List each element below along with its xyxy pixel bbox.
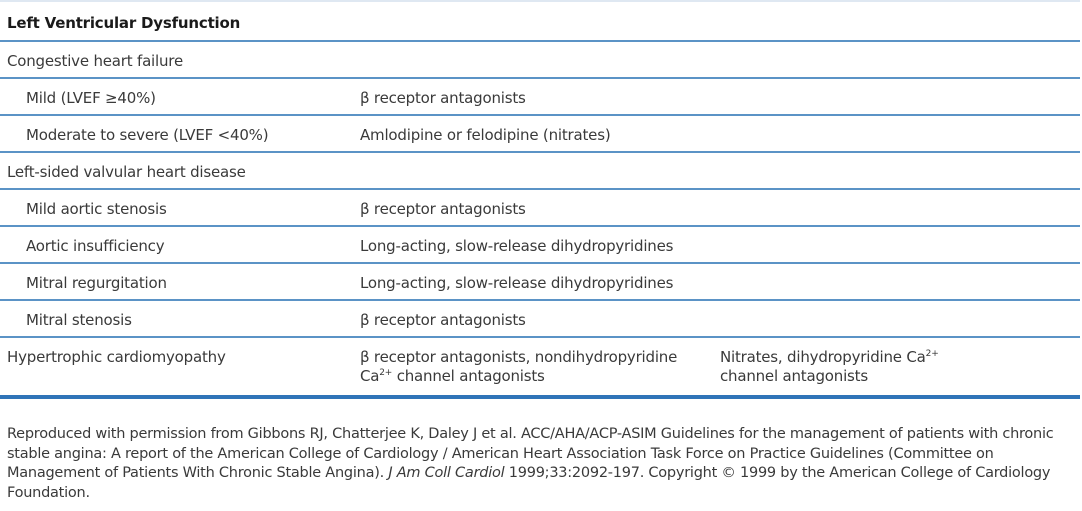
table-row [0, 189, 1080, 226]
therapy-sup: 2+ [379, 368, 393, 378]
therapy-line1: β receptor antagonists, nondihydropyridine [359, 348, 678, 366]
therapy-cell: β receptor antagonists [360, 189, 720, 226]
therapy-cell: Amlodipine or felodipine (nitrates) [360, 115, 720, 152]
table-row [0, 152, 1080, 189]
condition-cell: Mild (LVEF ≥40%) [0, 78, 360, 115]
table-heading: Left Ventricular Dysfunction [0, 2, 1080, 41]
footnote-text: Reproduced with permission from Gibbons RJ, Chatterjee K, Daley J et al. ACC/AHA/ACP-ASIM Guidelines for the management of patients with chronic stable angina: A report of the American College of Cardiology / American Heart Association Task Force on Practice Guidelines (Committee on Management of Patients With Chronic Stable Angina). [7, 426, 1054, 481]
table-row [0, 78, 1080, 115]
therapy-cell [360, 41, 720, 78]
therapy-cell [360, 337, 720, 397]
alt-line1: Nitrates, dihydropyridine Ca [719, 348, 926, 366]
alternative-cell [720, 300, 1080, 337]
therapy-line2: channel antagonists [392, 367, 545, 385]
table-row [0, 263, 1080, 300]
alternative-cell [720, 337, 1080, 397]
footnote [7, 425, 1077, 503]
condition-cell: Mild aortic stenosis [0, 189, 360, 226]
alt-line2: channel antagonists [719, 367, 868, 385]
alt-sup: 2+ [925, 349, 939, 359]
footnote-citation: 1999;33:2092-197. Copyright © 1999 by the American College of Cardiology Foundation. [7, 465, 1051, 501]
alternative-cell [720, 226, 1080, 263]
table-row [0, 226, 1080, 263]
alternative-cell [720, 189, 1080, 226]
alternative-cell [720, 41, 1080, 78]
footnote-journal: J Am Coll Cardiol [388, 465, 505, 481]
alternative-cell [720, 115, 1080, 152]
condition-cell: Moderate to severe (LVEF <40%) [0, 115, 360, 152]
table-heading-row [0, 2, 1080, 41]
therapy-cell: Long-acting, slow-release dihydropyridines [360, 226, 720, 263]
drug-table [0, 2, 1080, 399]
therapy-ca: Ca [359, 367, 380, 385]
table-row [0, 115, 1080, 152]
therapy-cell: Long-acting, slow-release dihydropyridines [360, 263, 720, 300]
alternative-cell [720, 78, 1080, 115]
alternative-cell [720, 263, 1080, 300]
condition-cell: Left-sided valvular heart disease [0, 152, 360, 189]
table-row [0, 337, 1080, 397]
alternative-cell [720, 152, 1080, 189]
condition-cell: Congestive heart failure [0, 41, 360, 78]
table-row [0, 41, 1080, 78]
therapy-cell: β receptor antagonists [360, 300, 720, 337]
condition-cell: Hypertrophic cardiomyopathy [0, 337, 360, 397]
therapy-cell [360, 152, 720, 189]
therapy-cell: β receptor antagonists [360, 78, 720, 115]
condition-cell: Mitral regurgitation [0, 263, 360, 300]
table-row [0, 300, 1080, 337]
condition-cell: Mitral stenosis [0, 300, 360, 337]
condition-cell: Aortic insufficiency [0, 226, 360, 263]
